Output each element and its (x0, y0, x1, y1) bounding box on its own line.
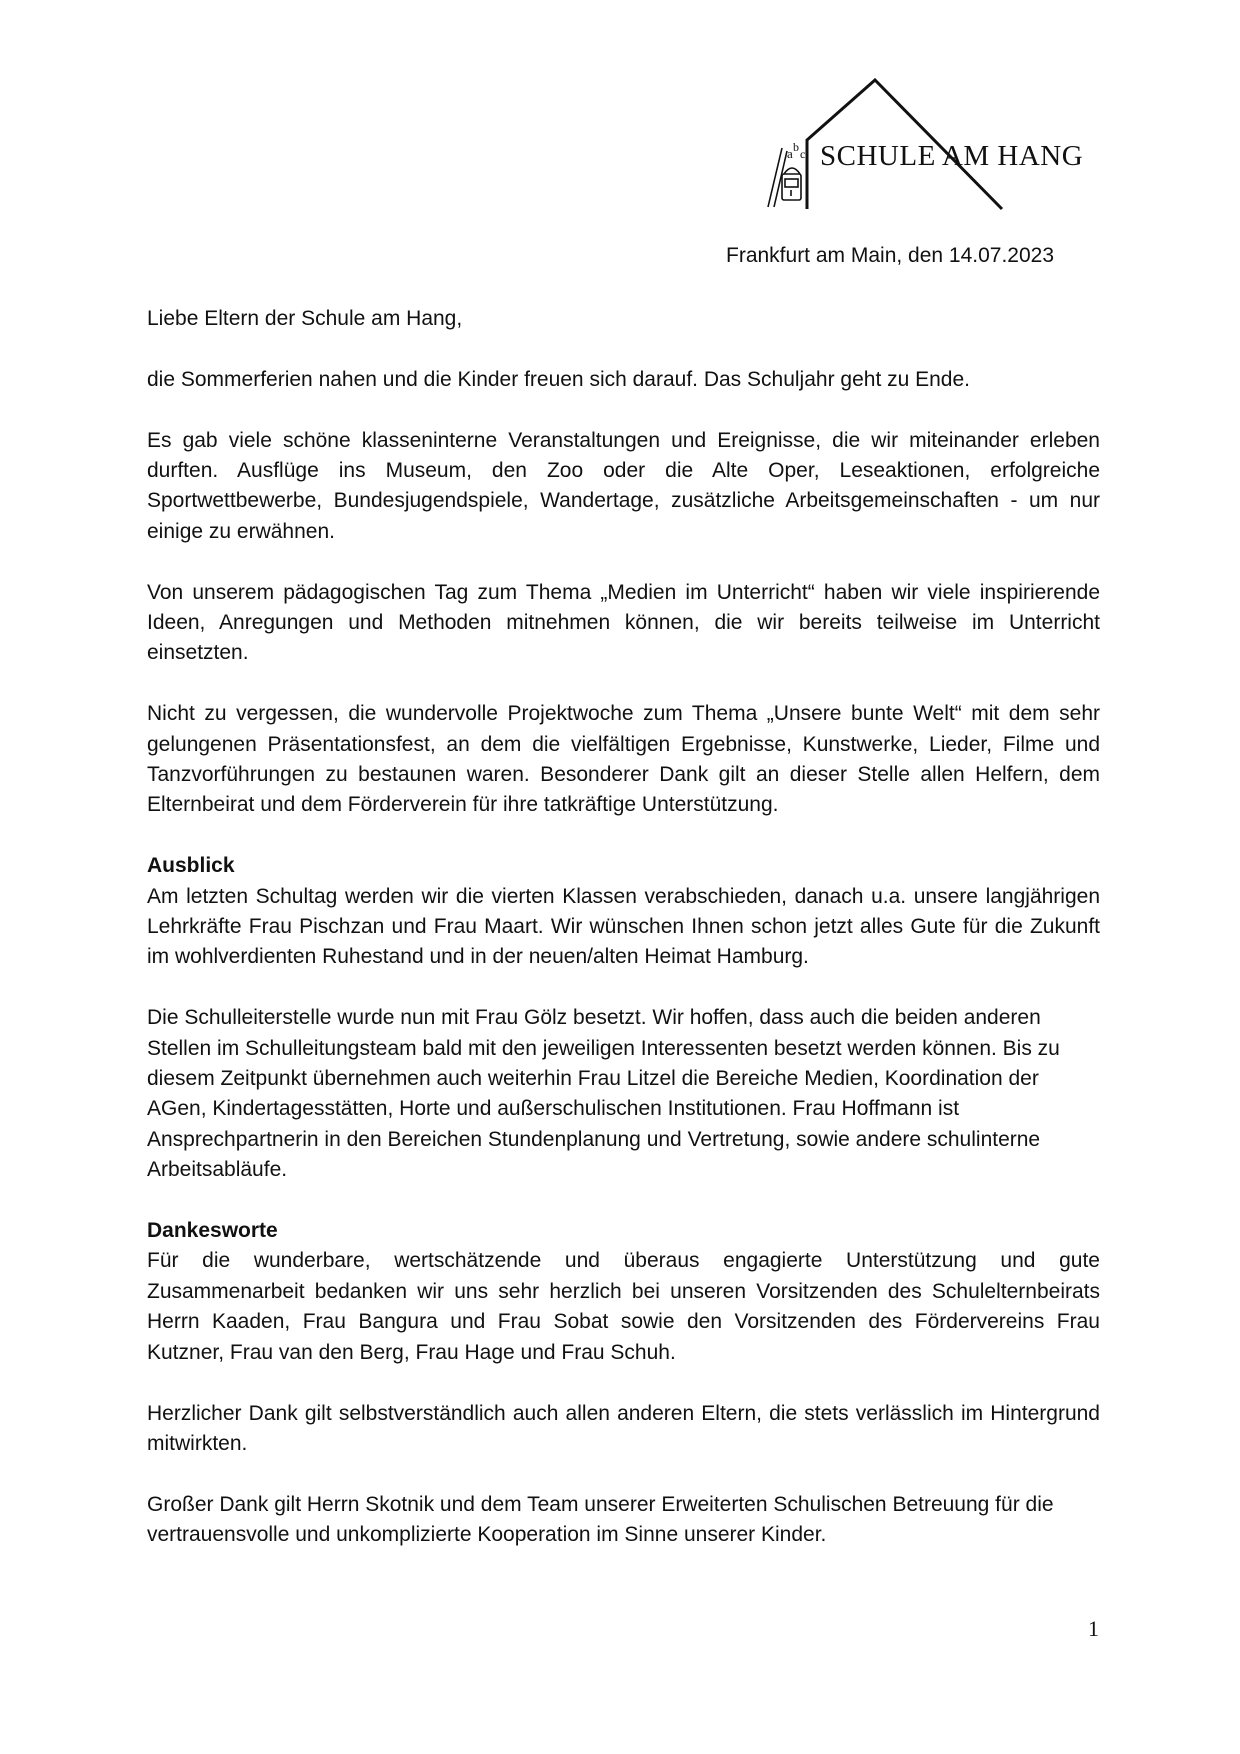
paragraph-leadership: Die Schulleiterstelle wurde nun mit Frau Gölz besetzt. Wir hoffen, dass auch die beiden anderen Stellen im Schulleitungsteam bald mit den jeweiligen Interessenten besetzt werden können. Bis zu diesem Zeitpunkt übernehmen auch weiterhin Frau Litzel die Bereiche Medien, Koordination der AGen, Kindertagesstätten, Horte und außerschulischen Institutionen. Frau Hoffmann ist Ansprechpartnerin in den Bereichen Stundenplanung und Vertretung, sowie andere schulinterne Arbeitsabläufe. (147, 1006, 1060, 1182)
paragraph-events: Es gab viele schöne klasseninterne Veranstaltungen und Ereignisse, die wir miteinander erleben durften. Ausflüge ins Museum, den Zoo oder die Alte Oper, Leseaktionen, erfolgreiche Sportwettbewerbe, Bundesjugendspiele, Wandertage, zusätzliche Arbeitsgemeinschaften - um nur einige zu erwähnen. (147, 428, 1100, 543)
paragraph-project-week: Nicht zu vergessen, die wundervolle Projektwoche zum Thema „Unsere bunte Welt“ mit dem sehr gelungenen Präsentationsfest, an dem die vielfältigen Ergebnisse, Kunstwerke, Lieder, Filme und Tanzvorführungen zu bestaunen waren. Besonderer Dank gilt an dieser Stelle allen Helfern, dem Elternbeirat und dem Förderverein für ihre tatkräftige Unterstützung. (147, 702, 1100, 817)
date-line: Frankfurt am Main, den 14.07.2023 (726, 244, 1055, 267)
paragraph-thanks-parents: Herzlicher Dank gilt selbstverständlich auch allen anderen Eltern, die stets verlässlich im Hintergrund mitwirkten. (147, 1401, 1100, 1455)
salutation: Liebe Eltern der Schule am Hang, (147, 307, 463, 330)
heading-thanks: Dankesworte (147, 1219, 278, 1243)
paragraph-thanks-board: Für die wunderbare, wertschätzende und überaus engagierte Unterstützung und gute Zusammenarbeit bedanken wir uns sehr herzlich bei unseren Vorsitzenden des Schulelternbeirats Herrn Kaaden, Frau Bangura und Frau Sobat sowie den Vorsitzenden des Fördervereins Frau Kutzner, Frau van den Berg, Frau Hage und Frau Schuh. (147, 1249, 1100, 1364)
page-number: 1 (1088, 1616, 1099, 1641)
heading-outlook: Ausblick (147, 854, 235, 878)
paragraph-thanks-care-team: Großer Dank gilt Herrn Skotnik und dem Team unserer Erweiterten Schulischen Betreuung für die vertrauensvolle und unkomplizierte Kooperation im Sinne unserer Kinder. (147, 1492, 1054, 1547)
svg-text:b: b (793, 140, 799, 154)
school-name: SCHULE AM HANG (820, 140, 1084, 172)
paragraph-intro: die Sommerferien nahen und die Kinder freuen sich darauf. Das Schuljahr geht zu Ende. (147, 367, 970, 391)
svg-text:c: c (800, 147, 806, 161)
school-logo (760, 78, 1100, 218)
paragraph-pedagogic-day: Von unserem pädagogischen Tag zum Thema „Medien im Unterricht“ haben wir viele inspirierende Ideen, Anregungen und Methoden mitnehmen können, die wir bereits teilweise im Unterricht einsetzten. (147, 580, 1100, 665)
letter-body (147, 304, 1100, 1581)
paragraph-farewell: Am letzten Schultag werden wir die vierten Klassen verabschieden, danach u.a. unsere langjährigen Lehrkräfte Frau Pischzan und Frau Maart. Wir wünschen Ihnen schon jetzt alles Gute für die Zukunft im wohlverdienten Ruhestand und in der neuen/alten Heimat Hamburg. (147, 884, 1100, 969)
svg-text:a: a (787, 146, 793, 161)
